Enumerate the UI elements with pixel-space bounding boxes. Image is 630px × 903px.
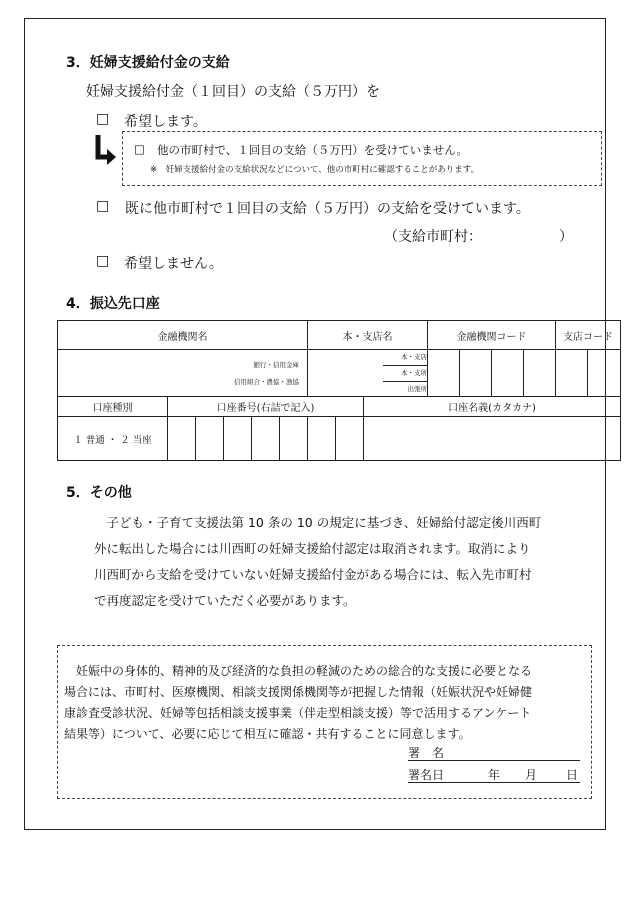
bank-code-digit[interactable] (524, 350, 556, 397)
section-3-heading: 3．妊婦支援給付金の支給 (66, 55, 230, 71)
option-not-want-label: 希望しません。 (124, 256, 223, 272)
sub-option-box (122, 131, 602, 186)
branch-code-digit[interactable] (588, 350, 621, 397)
section-5-line-1: 子ども・子育て支援法第 10 条の 10 の規定に基づき、妊婦給付認定後川西町 (94, 515, 542, 530)
branch-type-2: 本・支所 (383, 366, 427, 382)
account-number-digit[interactable] (336, 417, 364, 461)
account-type-options[interactable]: １ 普通 ・ ２ 当座 (58, 417, 168, 461)
month-label: 月 (525, 768, 538, 782)
section-5-line-2: 外に転出した場合には川西町の妊婦支援給付認定は取消されます。取消により (94, 541, 531, 556)
account-number-digit[interactable] (196, 417, 224, 461)
section-5-heading: 5．その他 (66, 485, 132, 501)
signature-field[interactable] (408, 744, 580, 761)
consent-line-1: 妊娠中の身体的、精神的及び経済的な負担の軽減のための総合的な支援に必要となる (64, 664, 533, 678)
header-bank-code: 金融機関コード (428, 321, 556, 350)
paying-municipality-field[interactable]: （支給市町村： ） (384, 229, 573, 245)
bank-account-table (57, 320, 621, 461)
account-number-digit[interactable] (308, 417, 336, 461)
account-number-digit[interactable] (168, 417, 196, 461)
section-5-line-4: で再度認定を受けていただく必要があります。 (94, 593, 356, 608)
bank-code-digit[interactable] (492, 350, 524, 397)
account-number-digit[interactable] (280, 417, 308, 461)
header-bank-name: 金融機関名 (58, 321, 308, 350)
bank-type-1: 銀行・信用金庫 (253, 361, 299, 369)
section-4-heading: 4．振込先口座 (66, 296, 160, 312)
arrow-down-right-icon (92, 133, 120, 169)
account-holder-input[interactable] (364, 417, 621, 461)
account-number-digit[interactable] (252, 417, 280, 461)
branch-code-digit[interactable] (556, 350, 588, 397)
header-account-holder: 口座名義(カタカナ) (364, 397, 621, 417)
header-account-type: 口座種別 (58, 397, 168, 417)
section-3-intro: 妊婦支援給付金（１回目）の支給（５万円）を (86, 84, 380, 100)
option-received-label: 既に他市町村で１回目の支給（５万円）の支給を受けています。 (125, 201, 530, 217)
bank-code-digit[interactable] (428, 350, 460, 397)
day-label: 日 (566, 768, 579, 782)
account-number-digit[interactable] (224, 417, 252, 461)
signature-label: 署 名 (408, 746, 445, 760)
option-want-label: 希望します。 (124, 114, 207, 130)
branch-type-3: 出張所 (407, 385, 427, 393)
bank-name-input[interactable] (58, 350, 308, 397)
year-label: 年 (488, 768, 501, 782)
header-account-number: 口座番号(右詰で記入) (168, 397, 364, 417)
option-not-want-checkbox[interactable]: □ (96, 253, 110, 269)
consent-line-4: 結果等）について、必要に応じて相互に確認・共有することに同意します。 (64, 727, 471, 741)
bank-type-2: 信用組合・農協・漁協 (234, 378, 299, 386)
sub-option-note: ※ 妊婦支援給付金の支給状況などについて、他の市町村に確認することがあります。 (150, 165, 480, 175)
option-received-checkbox[interactable]: □ (96, 198, 110, 214)
option-want-checkbox[interactable]: □ (96, 111, 110, 127)
sub-option-checkbox[interactable]: □ (134, 142, 145, 156)
branch-name-input[interactable] (308, 350, 428, 397)
section-5-line-3: 川西町から支給を受けていない妊婦支援給付金がある場合には、転入先市町村 (94, 567, 532, 582)
signature-date-field[interactable] (408, 766, 580, 783)
signature-date-label: 署名日 (408, 768, 445, 782)
header-branch-code: 支店コード (556, 321, 621, 350)
bank-code-digit[interactable] (460, 350, 492, 397)
consent-line-3: 康診査受診状況、妊婦等包括相談支援事業（伴走型相談支援）等で活用するアンケート (64, 706, 532, 720)
branch-type-1: 本・支店 (383, 350, 427, 366)
consent-line-2: 場合には、市町村、医療機関、相談支援関係機関等が把握した情報（妊娠状況や妊婦健 (64, 685, 533, 699)
consent-text (64, 661, 532, 745)
header-branch-name: 本・支店名 (308, 321, 428, 350)
sub-option-label: 他の市町村で、１回目の支給（５万円）を受けていません。 (157, 143, 468, 157)
